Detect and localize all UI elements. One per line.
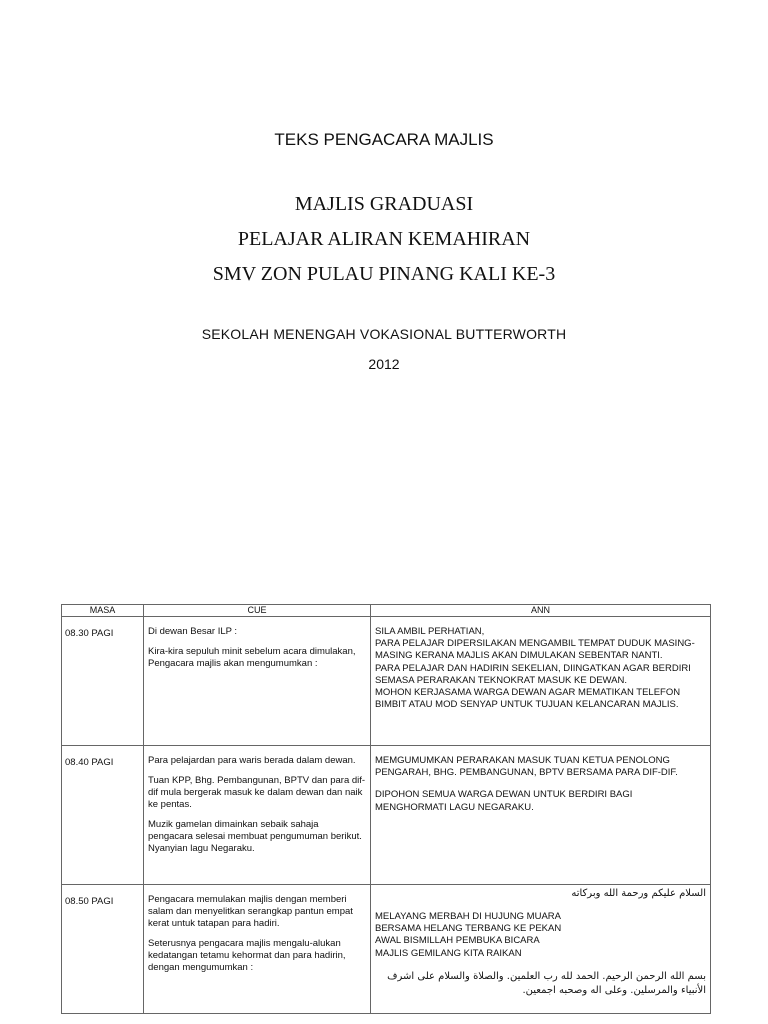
cue-line: Tuan KPP, Bhg. Pembangunan, BPTV dan para dif-dif mula bergerak masuk ke dalam dewan dan naik ke pentas. (148, 775, 366, 810)
pantun-line: BERSAMA HELANG TERBANG KE PEKAN (375, 923, 562, 935)
pantun-line: AWAL BISMILLAH PEMBUKA BICARA (375, 935, 540, 947)
table-row (62, 885, 711, 1014)
header-masa: MASA (62, 605, 144, 617)
header-ann: ANN (371, 605, 711, 617)
cue-line: Para pelajardan para waris berada dalam dewan. (148, 755, 356, 766)
time-text: 08.50 PAGI (65, 896, 114, 907)
arabic-opening: بسم الله الرحمن الرحيم. الحمد لله رب العلمين. والصلاة والسلام على اشرف الأنبياء والمرسلين. وعلى اله وصحبه اجمعين. (387, 970, 706, 996)
heading-zone: SMV ZON PULAU PINANG KALI KE-3 (212, 263, 556, 285)
ann-line: PARA PELAJAR DIPERSILAKAN MENGAMBIL TEMPAT DUDUK MASING-MASING KERANA MAJLIS AKAN DIMULAKAN SEBENTAR NANTI. (375, 638, 695, 662)
cue-line: Muzik gamelan dimainkan sebaik sahaja pengacara selesai membuat pengumuman berikut. (148, 819, 362, 842)
ann-cell (371, 617, 711, 746)
ann-line: SILA AMBIL PERHATIAN, (375, 626, 485, 637)
cue-line: Pengacara memulakan majlis dengan memberi salam dan menyelitkan serangkap pantun empat kerat untuk tatapan para hadiri. (148, 894, 353, 929)
heading-graduation: MAJLIS GRADUASI (294, 193, 474, 215)
cue-line: Di dewan Besar ILP : (148, 626, 238, 637)
school-name: SEKOLAH MENENGAH VOKASIONAL BUTTERWORTH (201, 326, 567, 342)
header-cue: CUE (144, 605, 371, 617)
cue-line: Seterusnya pengacara majlis mengalu-alukan kedatangan tetamu kehormat dan para hadirin, dengan mengumumkan : (148, 938, 346, 973)
ann-line: MEMGUMUMKAN PERARAKAN MASUK TUAN KETUA PENOLONG PENGARAH, BHG. PEMBANGUNAN, BPTV BERSAMA PARA DIF-DIF. (375, 755, 678, 779)
ann-line: MOHON KERJASAMA WARGA DEWAN AGAR MEMATIKAN TELEFON BIMBIT ATAU MOD SENYAP UNTUK TUJUAN KELANCARAN MAJLIS. (375, 687, 681, 711)
table-row (62, 617, 711, 746)
arabic-greeting: السلام عليكم ورحمة الله وبركاته (571, 888, 706, 899)
time-cell (62, 746, 144, 885)
document-title: TEKS PENGACARA MAJLIS (274, 130, 494, 149)
cue-line: Pengacara majlis akan mengumumkan : (148, 658, 318, 669)
time-cell (62, 885, 144, 1014)
cue-cell (144, 885, 371, 1014)
ann-cell (371, 746, 711, 885)
time-text: 08.40 PAGI (65, 757, 114, 768)
ann-line: PARA PELAJAR DAN HADIRIN SEKELIAN, DIINGATKAN AGAR BERDIRI SEMASA PERARAKAN TEKNOKRAT MASUK KE DEWAN. (375, 662, 691, 686)
time-cell (62, 617, 144, 746)
year: 2012 (368, 356, 400, 372)
pantun-line: MELAYANG MERBAH DI HUJUNG MUARA (375, 911, 561, 922)
ann-cell (371, 885, 711, 1014)
cue-cell (144, 746, 371, 885)
time-text: 08.30 PAGI (65, 628, 114, 639)
ann-line: DIPOHON SEMUA WARGA DEWAN UNTUK BERDIRI BAGI MENGHORMATI LAGU NEGARAKU. (375, 789, 633, 813)
heading-students: PELAJAR ALIRAN KEMAHIRAN (237, 228, 531, 250)
pantun-line: MAJLIS GEMILANG KITA RAIKAN (375, 947, 522, 959)
schedule-table (61, 604, 711, 1014)
cue-line: Kira-kira sepuluh minit sebelum acara dimulakan, (148, 646, 356, 657)
cue-line: Nyanyian lagu Negaraku. (148, 843, 255, 854)
cue-cell (144, 617, 371, 746)
table-row (62, 746, 711, 885)
table-header-row (62, 605, 711, 617)
